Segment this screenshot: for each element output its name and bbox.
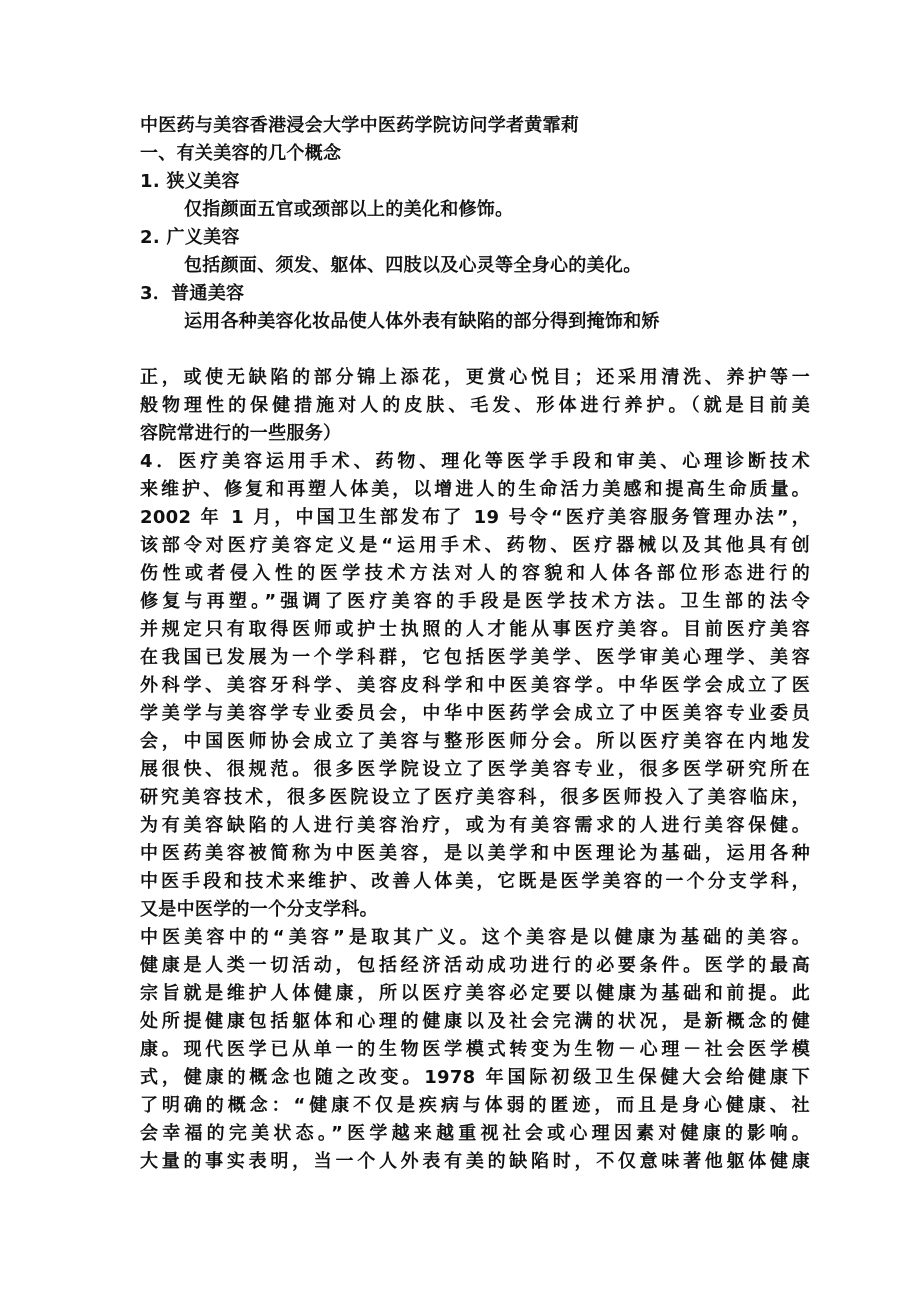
paragraph-line: 该部令对医疗美容定义是“运用手术、药物、医疗器械以及其他具有创 (140, 535, 810, 556)
paragraph-line: 般物理性的保健措施对人的皮肤、毛发、形体进行养护。（就是目前美 (140, 395, 810, 416)
paragraph-line: 会幸福的完美状态。”医学越来越重视社会或心理因素对健康的影响。 (140, 1123, 810, 1144)
paragraph-line: 4．医疗美容运用手术、药物、理化等医学手段和审美、心理诊断技术 (140, 451, 810, 472)
paragraph-line: 在我国已发展为一个学科群，它包括医学美学、医学审美心理学、美容 (140, 647, 810, 668)
item-text: 仅指颜面五官或颈部以上的美化和修饰。 (184, 199, 514, 220)
item-heading: 3．普通美容 (140, 283, 245, 304)
paragraph-line: 宗旨就是维护人体健康，所以医疗美容必定要以健康为基础和前提。此 (140, 983, 810, 1004)
paragraph-line: 修复与再塑。”强调了医疗美容的手段是医学技术方法。卫生部的法令 (140, 591, 810, 612)
section-heading: 一、有关美容的几个概念 (140, 143, 342, 164)
paragraph-line: 2002 年 1 月，中国卫生部发布了 19 号令“医疗美容服务管理办法”， (140, 507, 810, 528)
paragraph-line: 并规定只有取得医师或护士执照的人才能从事医疗美容。目前医疗美容 (140, 619, 810, 640)
paragraph-gap (140, 336, 810, 364)
paragraph-line: 又是中医学的一个分支学科。 (140, 899, 378, 920)
item-text: 运用各种美容化妆品使人体外表有缺陷的部分得到掩饰和矫 (184, 311, 660, 332)
paragraph-line: 研究美容技术，很多医院设立了医疗美容科，很多医师投入了美容临床， (140, 787, 810, 808)
paragraph-line: 会，中国医师协会成立了美容与整形医师分会。所以医疗美容在内地发 (140, 731, 810, 752)
item-text: 包括颜面、须发、躯体、四肢以及心灵等全身心的美化。 (184, 255, 642, 276)
paragraph-line: 康。现代医学已从单一的生物医学模式转变为生物－心理－社会医学模 (140, 1039, 810, 1060)
paragraph-line: 正，或使无缺陷的部分锦上添花，更赏心悦目；还采用清洗、养护等一 (140, 367, 810, 388)
paragraph-line: 中医美容中的“美容”是取其广义。这个美容是以健康为基础的美容。 (140, 927, 810, 948)
item-heading: 1. 狭义美容 (140, 171, 240, 192)
paragraph-line: 伤性或者侵入性的医学技术方法对人的容貌和人体各部位形态进行的 (140, 563, 810, 584)
paragraph-line: 为有美容缺陷的人进行美容治疗，或为有美容需求的人进行美容保健。 (140, 815, 810, 836)
paragraph-line: 大量的事实表明，当一个人外表有美的缺陷时，不仅意味著他躯体健康 (140, 1151, 810, 1172)
paragraph-line: 了明确的概念：“健康不仅是疾病与体弱的匿迹，而且是身心健康、社 (140, 1095, 810, 1116)
paragraph-line: 处所提健康包括躯体和心理的健康以及社会完满的状况，是新概念的健 (140, 1011, 810, 1032)
paragraph-line: 容院常进行的一些服务） (140, 423, 342, 444)
paragraph-line: 中医药美容被简称为中医美容，是以美学和中医理论为基础，运用各种 (140, 843, 810, 864)
paragraph-line: 中医手段和技术来维护、改善人体美，它既是医学美容的一个分支学科， (140, 871, 810, 892)
item-heading: 2. 广义美容 (140, 227, 240, 248)
document-body (140, 112, 810, 1176)
paragraph-line: 健康是人类一切活动，包括经济活动成功进行的必要条件。医学的最高 (140, 955, 810, 976)
paragraph-line: 来维护、修复和再塑人体美，以增进人的生命活力美感和提高生命质量。 (140, 479, 810, 500)
document-title: 中医药与美容香港浸会大学中医药学院访问学者黄霏莉 (140, 115, 580, 136)
paragraph-line: 学美学与美容学专业委员会，中华中医药学会成立了中医美容专业委员 (140, 703, 810, 724)
paragraph-line: 外科学、美容牙科学、美容皮科学和中医美容学。中华医学会成立了医 (140, 675, 810, 696)
paragraph-line: 展很快、很规范。很多医学院设立了医学美容专业，很多医学研究所在 (140, 759, 810, 780)
paragraph-line: 式，健康的概念也随之改变。1978 年国际初级卫生保健大会给健康下 (140, 1067, 810, 1088)
